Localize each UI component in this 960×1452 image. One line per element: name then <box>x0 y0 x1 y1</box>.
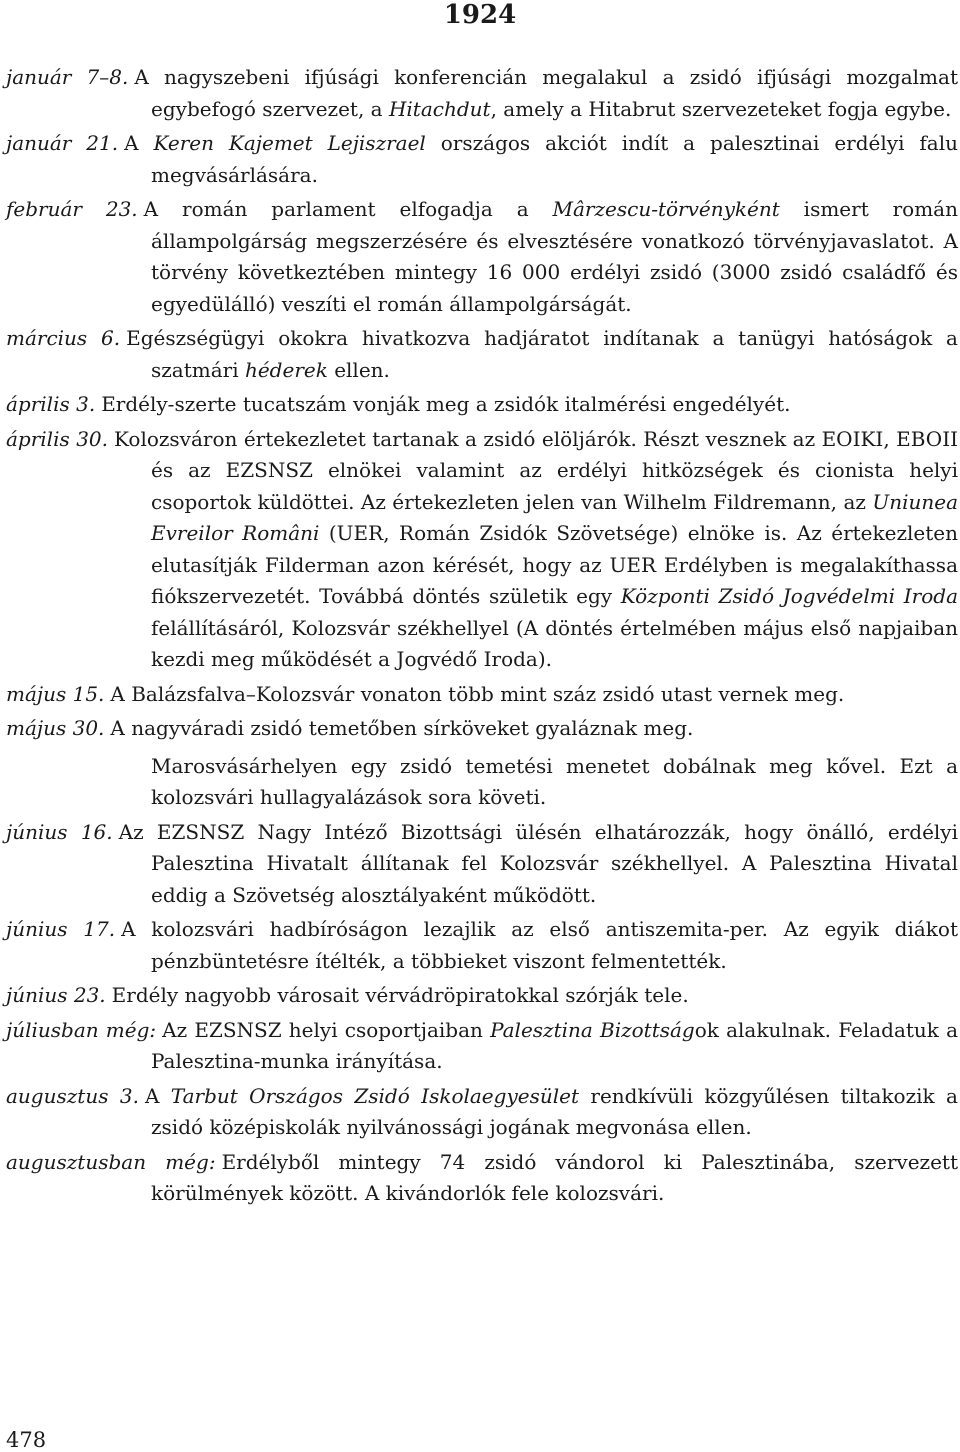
entry-text: A román parlament elfogadja a <box>143 197 553 221</box>
entry-date: április 3. <box>6 392 96 416</box>
entry-italic-term: Mârzescu-törvényként <box>552 197 780 221</box>
entry-text: A Balázsfalva–Kolozsvár vonaton több mint száz zsidó utast vernek meg. <box>110 681 845 706</box>
entry-text: A <box>124 131 154 155</box>
entry-date: január 7–8. <box>6 65 129 89</box>
entry-text: felállításáról, Kolozsvár székhellyel (A döntés értelmében május első napjaiban kezdi meg működését a Jogvédő Iroda). <box>151 615 958 671</box>
entry-date: augusztusban még: <box>6 1149 216 1174</box>
entry-may-30-continuation <box>6 751 958 814</box>
entry-text: A kolozsvári hadbíróságon lezajlik az első antiszemita-per. Az egyik diákot pénzbüntetésre ítélték, a többieket viszont felmentették. <box>121 917 958 973</box>
entry-date: március 6. <box>6 326 121 350</box>
entry-july <box>6 1015 958 1078</box>
entry-date: május 15. <box>6 681 105 706</box>
entry-date: június 23. <box>6 983 106 1007</box>
entry-jan-7-8 <box>6 62 958 125</box>
entry-text: Erdély-szerte tucatszám vonják meg a zsidók italmérési engedélyét. <box>101 392 791 416</box>
entry-italic-term: Tarbut Országos Zsidó Iskolaegyesület <box>170 1083 579 1108</box>
entry-text: ismert román állampolgárság megszerzésére és elvesztésére vonatkozó törvényjavaslatot. A törvény következtében mintegy 16 000 erdélyi zsidó (3000 zsidó családfő és egyedülálló) veszíti el román állampolgárságát. <box>151 197 958 316</box>
entry-text: , amely a Hitabrut szervezeteket fogja egybe. <box>490 96 952 121</box>
entry-jun-16 <box>6 817 958 912</box>
entry-may-30 <box>6 713 958 745</box>
entry-italic-term: Uniunea Evreilor Români <box>151 489 958 545</box>
entry-text: (UER, Román Zsidók Szövetsége) elnöke is. Az értekezleten elutasítják Filderman azon kérését, hogy az UER Erdélyben is megalakíthassa fiókszervezetét. Továbbá döntés születik egy <box>151 521 958 608</box>
page-number: 478 <box>6 1428 47 1452</box>
entry-text: Az EZSNSZ Nagy Intéző Bizottsági ülésén elhatározzák, hogy önálló, erdélyi Palesztina Hivatalt állítanak fel Kolozsvár székhellyel. A Palesztina Hivatal eddig a Szövetség alosztályaként működött. <box>118 819 958 907</box>
entry-italic-term: Központi Zsidó Jogvédelmi Iroda <box>620 584 958 608</box>
entry-italic-term: Hitachdut <box>388 96 491 121</box>
entry-text: rendkívüli közgyűlésen tiltakozik a zsidó középiskolák nyilvánossági jogának megvonása ellen. <box>151 1083 958 1139</box>
entry-may-15 <box>6 679 958 711</box>
entry-italic-term: Palesztina Bizottság <box>490 1017 695 1042</box>
entry-august <box>6 1147 958 1210</box>
entry-date: február 23. <box>6 197 138 221</box>
entry-text: A <box>144 1083 171 1108</box>
entry-date: június 17. <box>6 917 116 941</box>
entry-date: január 21. <box>6 131 119 155</box>
entry-text: Erdélyből mintegy 74 zsidó vándorol ki Palesztinába, szervezett körülmények között. A kivándorlók fele kolozsvári. <box>151 1149 958 1205</box>
chronology-entries <box>6 62 958 1213</box>
entry-text: Marosvásárhelyen egy zsidó temetési menetet dobálnak meg kővel. Ezt a kolozsvári hullagyalázások sora követi. <box>151 753 958 809</box>
entry-text: ok alakulnak. Feladatuk a Palesztina-munka irányítása. <box>151 1017 959 1073</box>
entry-jan-21 <box>6 128 958 191</box>
entry-text: országos akciót indít a palesztinai erdélyi falu megvásárlására. <box>151 131 958 187</box>
entry-text: A nagyszebeni ifjúsági konferencián megalakul a zsidó ifjúsági mozgalmat egybefogó szervezet, a <box>134 65 958 121</box>
entry-text: Az EZSNSZ helyi csoportjaiban <box>162 1017 491 1042</box>
entry-apr-3 <box>6 389 958 421</box>
entry-aug-3 <box>6 1081 958 1144</box>
entry-jun-17 <box>6 914 958 977</box>
entry-italic-term: Keren Kajemet Lejiszrael <box>153 131 426 155</box>
year-heading: 1924 <box>443 0 517 30</box>
entry-text: Egészségügyi okokra hivatkozva hadjáratot indítanak a tanügyi hatóságok a szatmári <box>126 326 958 382</box>
entry-date: április 30. <box>6 426 108 451</box>
entry-date: júliusban még: <box>6 1017 157 1042</box>
entry-text: A nagyváradi zsidó temetőben sírköveket gyaláznak meg. <box>110 716 694 740</box>
entry-text: Erdély nagyobb városait vérvádröpiratokkal szórják tele. <box>111 983 689 1007</box>
entry-text: ellen. <box>327 357 390 382</box>
entry-apr-30 <box>6 424 958 676</box>
entry-feb-23 <box>6 194 958 320</box>
entry-date: augusztus 3. <box>6 1083 139 1108</box>
entry-italic-term: héderek <box>244 357 328 382</box>
entry-date: június 16. <box>6 819 113 844</box>
entry-jun-23 <box>6 980 958 1012</box>
entry-text: Kolozsváron értekezletet tartanak a zsidó elöljárók. Részt vesznek az EOIKI, EBOII és az EZSNSZ elnökei valamint az erdélyi hitközségek és cionista helyi csoportok küldöttei. Az értekezleten jelen van Wilhelm Fildremann, az <box>114 426 958 514</box>
entry-mar-6 <box>6 323 958 386</box>
entry-date: május 30. <box>6 716 105 740</box>
